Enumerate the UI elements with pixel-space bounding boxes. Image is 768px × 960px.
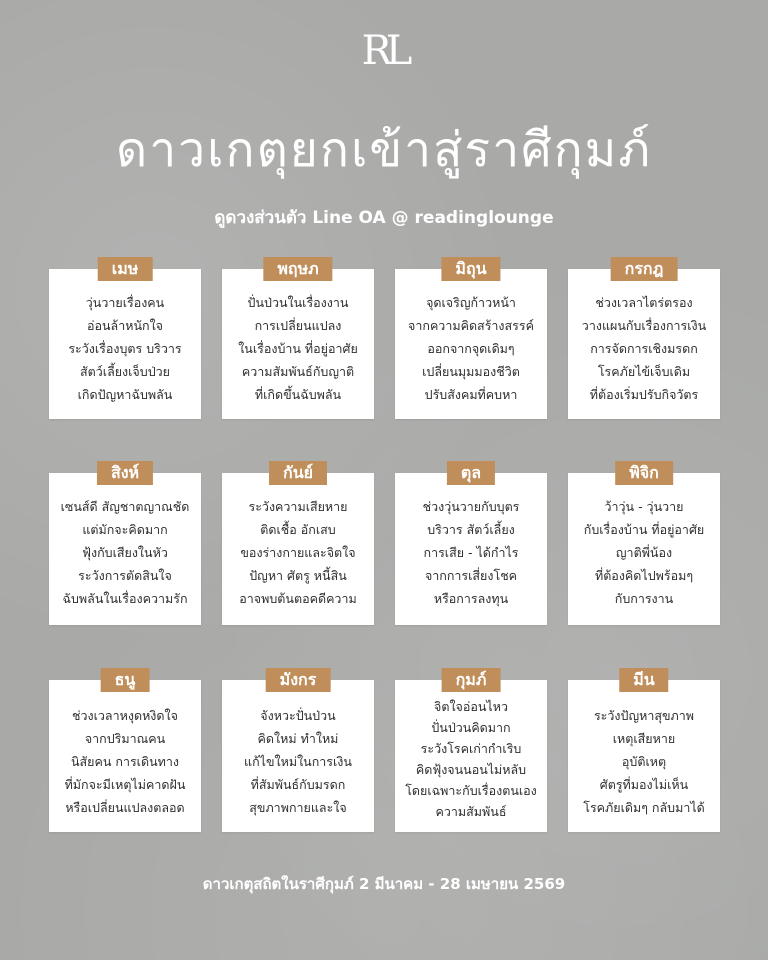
sign-line: ช่วงเวลาหงุดหงิดใจ (72, 708, 178, 723)
footer-date-range: ดาวเกตุสถิตในราศีกุมภ์ 2 มีนาคม - 28 เมษายน 2569 (202, 875, 566, 893)
subtitle: ดูดวงส่วนตัว Line OA @ readinglounge (214, 208, 554, 228)
sign-label: กันย์ (269, 461, 327, 485)
sign-line: สุขภาพกายและใจ (249, 800, 347, 815)
sign-text (49, 269, 201, 406)
sign-line: ติดเชื้อ อักเสบ (260, 522, 336, 537)
sign-label: พฤษภ (263, 257, 332, 281)
sign-label: กรกฎ (611, 257, 678, 281)
sign-text (222, 473, 374, 610)
sign-line: ระวังความเสียหาย (248, 499, 348, 514)
sign-line: เปลี่ยนมุมมองชีวิต (422, 364, 520, 379)
sign-line: ปั่นป่วนในเรื่องงาน (247, 295, 349, 310)
sign-line: โดยเฉพาะกับเรื่องตนเอง (405, 783, 537, 798)
sign-line: ระวังเรื่องบุตร บริวาร (68, 341, 182, 356)
sign-text (49, 680, 201, 819)
sign-text (395, 473, 547, 610)
sign-line: ที่มักจะมีเหตุไม่คาดฝัน (64, 777, 186, 792)
sign-line: อุบัติเหตุ (621, 754, 667, 769)
sign-label: มิถุน (441, 257, 500, 281)
sign-text (395, 269, 547, 406)
sign-line: บริวาร สัตว์เลี้ยง (427, 522, 515, 537)
sign-card (395, 670, 547, 832)
sign-line: จากปริมาณคน (84, 731, 166, 746)
sign-line: จากการเสี่ยงโชค (424, 568, 518, 583)
sign-line: ของร่างกายและจิตใจ (240, 545, 356, 560)
sign-label: มังกร (266, 668, 331, 692)
sign-line: จากความคิดสร้างสรรค์ (408, 318, 534, 333)
page-title: ดาวเกตุยกเข้าสู่ราศีกุมภ์ (116, 122, 652, 178)
sign-line: คิดใหม่ ทำใหม่ (257, 731, 339, 746)
sign-line: ญาติพี่น้อง (615, 545, 673, 560)
sign-label: ธนู (101, 668, 150, 692)
sign-line: นิสัยคน การเดินทาง (71, 754, 179, 769)
sign-line: วางแผนกับเรื่องการเงิน (581, 318, 707, 333)
sign-line: ที่สัมพันธ์กับมรดก (250, 777, 346, 792)
sign-card (49, 259, 201, 419)
sign-line: ที่ต้องเริ่มปรับกิจวัตร (589, 387, 699, 402)
sign-line: ระวังการตัดสินใจ (78, 568, 172, 583)
sign-line: อาจพบต้นตอคดีความ (239, 591, 357, 606)
sign-line: ช่วงวุ่นวายกับบุตร (422, 499, 520, 514)
sign-card (222, 670, 374, 832)
sign-line: ว้าวุ่น - วุ่นวาย (604, 499, 684, 514)
sign-card (49, 670, 201, 832)
logo: RL (361, 28, 407, 74)
sign-line: การเสีย - ได้กำไร (423, 545, 519, 560)
sign-line: ในเรื่องบ้าน ที่อยู่อาศัย (238, 341, 358, 356)
sign-text (568, 680, 720, 819)
sign-line: ออกจากจุดเดิมๆ (427, 341, 515, 356)
sign-line: การจัดการเชิงมรดก (590, 341, 698, 356)
sign-label: พิจิก (615, 461, 673, 485)
sign-label: เมษ (98, 257, 153, 281)
sign-label: กุมภ์ (442, 668, 501, 692)
sign-card (568, 463, 720, 625)
sign-text (568, 269, 720, 406)
sign-line: ระวังโรคเก่ากำเริบ (420, 741, 522, 756)
sign-text (222, 680, 374, 819)
sign-label: สิงห์ (97, 461, 153, 485)
sign-card (222, 259, 374, 419)
sign-line: ปรับสังคมที่คบหา (424, 387, 518, 402)
sign-line: กับการงาน (614, 591, 674, 606)
sign-card (568, 259, 720, 419)
sign-text (395, 680, 547, 822)
sign-line: ช่วงเวลาไตร่ตรอง (595, 295, 693, 310)
sign-text (49, 473, 201, 610)
sign-line: วุ่นวายเรื่องคน (85, 295, 165, 310)
sign-line: แต่มักจะคิดมาก (82, 522, 168, 537)
sign-line: แก้ไขใหม่ในการเงิน (244, 754, 352, 769)
sign-line: จุดเจริญก้าวหน้า (426, 295, 516, 310)
sign-line: ที่ต้องคิดไปพร้อมๆ (594, 568, 694, 583)
sign-line: การเปลี่ยนแปลง (254, 318, 342, 333)
sign-line: ระวังปัญหาสุขภาพ (593, 708, 695, 723)
sign-card (222, 463, 374, 625)
sign-card (395, 463, 547, 625)
sign-line: ที่เกิดขึ้นฉับพลัน (254, 387, 342, 402)
sign-line: จิตใจอ่อนไหว (434, 699, 508, 714)
sign-line: เหตุเสียหาย (612, 731, 676, 746)
sign-card (395, 259, 547, 419)
sign-line: ความสัมพันธ์กับญาติ (241, 364, 355, 379)
sign-line: ความสัมพันธ์ (435, 804, 507, 819)
sign-card (568, 670, 720, 832)
sign-line: ฟุ้งกับเสียงในหัว (82, 545, 168, 560)
sign-line: ปัญหา ศัตรู หนี้สิน (249, 568, 347, 583)
sign-line: หรือเปลี่ยนแปลงตลอด (65, 800, 185, 815)
sign-line: หรือการลงทุน (433, 591, 509, 606)
sign-line: ฉับพลันในเรื่องความรัก (62, 591, 188, 606)
sign-card (49, 463, 201, 625)
sign-label: มีน (619, 668, 668, 692)
sign-line: เกิดปัญหาฉับพลัน (77, 387, 173, 402)
sign-text (222, 269, 374, 406)
sign-line: เซนส์ดี สัญชาตญาณชัด (60, 499, 190, 514)
sign-line: จังหวะปั่นป่วน (260, 708, 336, 723)
sign-label: ตุล (447, 461, 495, 485)
sign-line: สัตว์เลี้ยงเจ็บป่วย (80, 364, 170, 379)
sign-line: คิดฟุ้งจนนอนไม่หลับ (415, 762, 527, 777)
sign-text (568, 473, 720, 610)
sign-line: โรคภัยเดิมๆ กลับมาได้ (583, 800, 705, 815)
sign-line: อ่อนล้าหนักใจ (86, 318, 164, 333)
sign-line: โรคภัยไข้เจ็บเดิม (597, 364, 691, 379)
sign-line: กับเรื่องบ้าน ที่อยู่อาศัย (583, 522, 705, 537)
sign-line: ศัตรูที่มองไม่เห็น (599, 777, 689, 792)
sign-line: ปั่นป่วนคิดมาก (431, 720, 511, 735)
